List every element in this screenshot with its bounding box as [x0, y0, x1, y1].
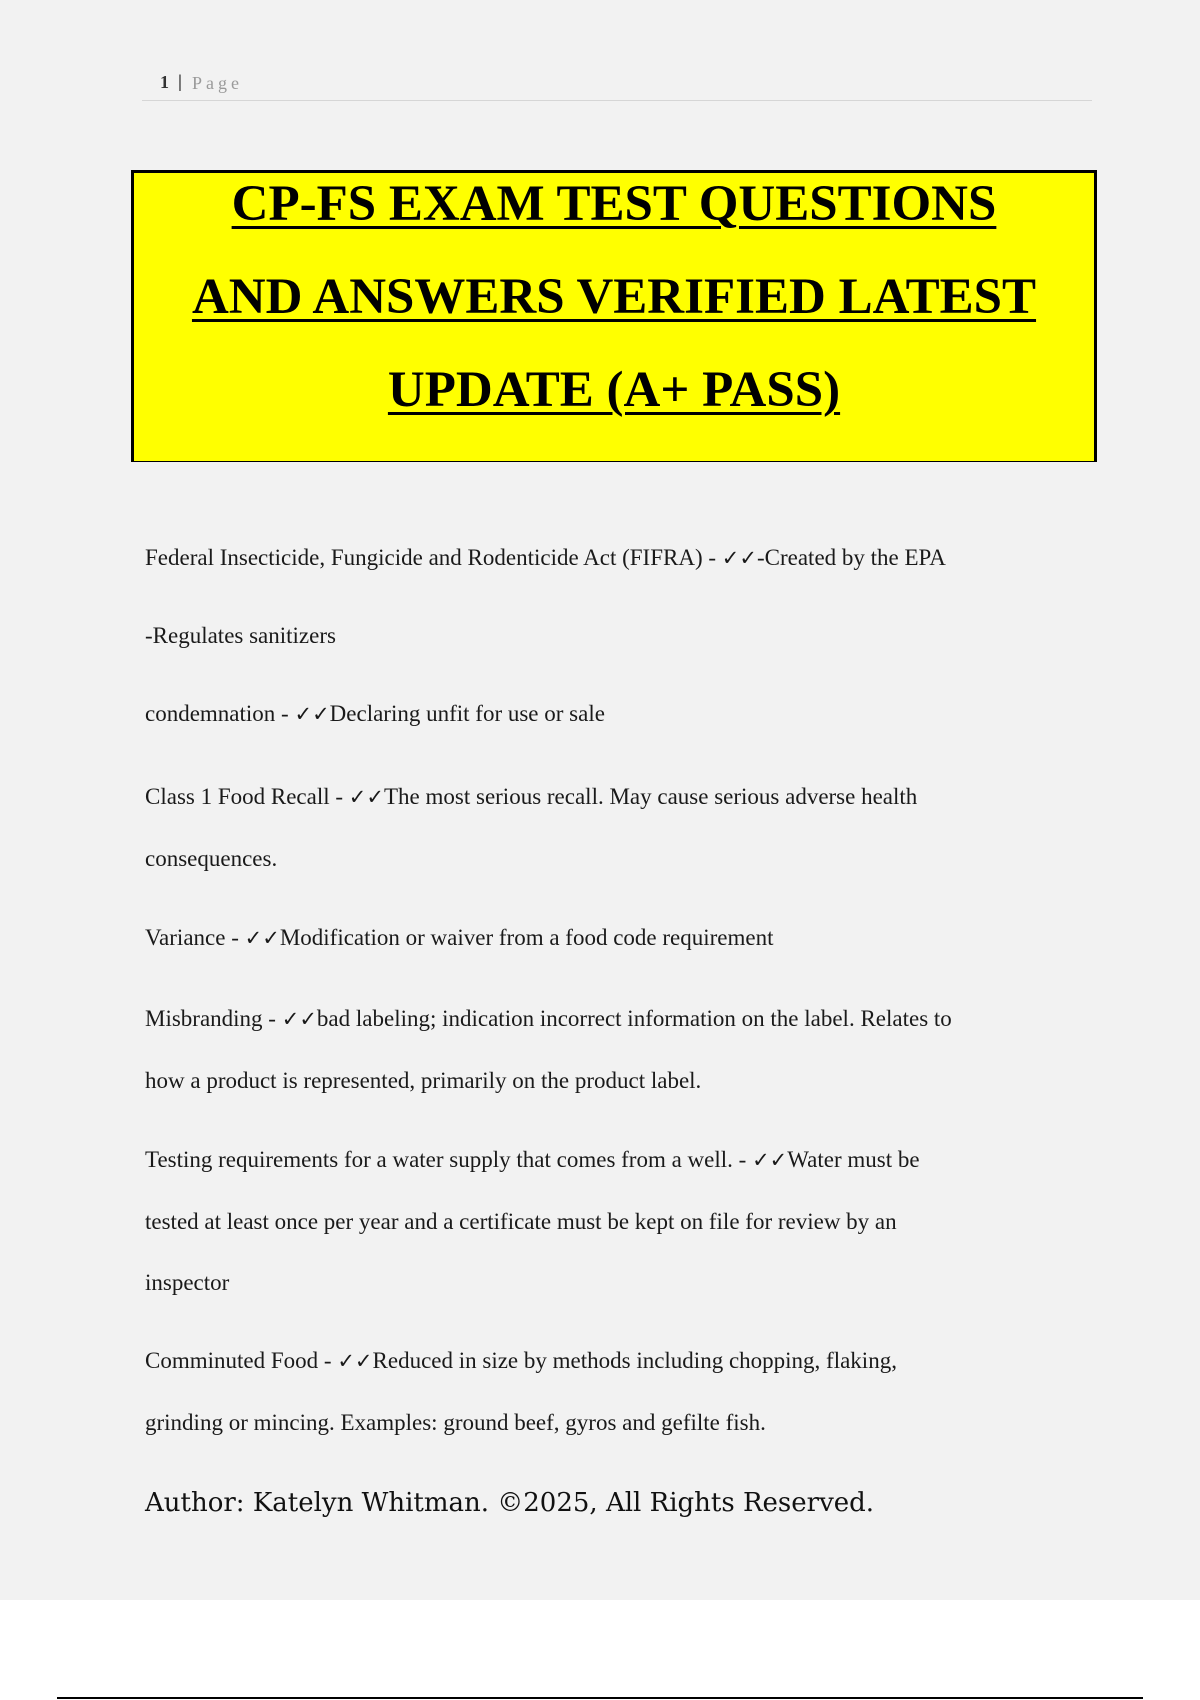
term-text: Federal Insecticide, Fungicide and Rodenticide Act (FIFRA) - [145, 545, 722, 570]
definition-text: bad labeling; indication incorrect information on the label. Relates to [316, 1006, 952, 1031]
definition-text: Modification or waiver from a food code requirement [279, 925, 774, 950]
definition-text: grinding or mincing. Examples: ground beef, gyros and gefilte fish. [145, 1410, 766, 1435]
title-box [131, 170, 1097, 462]
checkmark-icon: ✓✓ [721, 546, 757, 570]
definition-text: consequences. [145, 846, 278, 871]
definition-text: Declaring unfit for use or sale [329, 701, 605, 726]
entry-term-line [145, 545, 946, 571]
entry-term-line [145, 925, 774, 951]
term-text: Misbranding - [145, 1006, 282, 1031]
entry-term-line [145, 1147, 920, 1173]
entry-continuation-line [145, 1270, 229, 1296]
title-line-2: AND ANSWERS VERIFIED LATEST [191, 269, 1037, 325]
definition-text: inspector [145, 1270, 230, 1295]
page-separator: | [178, 71, 182, 91]
term-text: Testing requirements for a water supply that comes from a well. - [145, 1147, 753, 1172]
entry-continuation-line [145, 1410, 766, 1436]
entry-continuation-line [145, 623, 336, 649]
title-line-3: UPDATE (A+ PASS) [387, 362, 841, 418]
definition-text: -Regulates sanitizers [145, 623, 336, 648]
definition-text: The most serious recall. May cause serious adverse health [384, 784, 918, 809]
entry-term-line [145, 1348, 897, 1374]
entry-term-line [145, 1006, 952, 1032]
definition-text: Reduced in size by methods including chopping, flaking, [372, 1348, 897, 1373]
definition-text: -Created by the EPA [756, 545, 946, 570]
entry-term-line [145, 784, 917, 810]
entry-continuation-line [145, 1209, 897, 1235]
entry-term-line [145, 701, 605, 727]
definition-text: tested at least once per year and a certificate must be kept on file for review by an [145, 1209, 897, 1234]
term-text: Variance - [145, 925, 245, 950]
title-line-1: CP-FS EXAM TEST QUESTIONS [231, 176, 997, 232]
author-footer: Author: Katelyn Whitman. ©2025, All Rights Reserved. [145, 1488, 875, 1518]
entry-continuation-line [145, 1068, 701, 1094]
definition-text: how a product is represented, primarily on the product label. [145, 1068, 702, 1093]
term-text: Class 1 Food Recall - [145, 784, 349, 809]
page-label: Page [192, 73, 243, 93]
entry-continuation-line [145, 846, 277, 872]
checkmark-icon: ✓✓ [244, 926, 280, 950]
page-header [142, 66, 1092, 101]
term-text: condemnation - [145, 701, 295, 726]
checkmark-icon: ✓✓ [752, 1148, 788, 1172]
checkmark-icon: ✓✓ [348, 785, 384, 809]
checkmark-icon: ✓✓ [281, 1007, 317, 1031]
bottom-divider [57, 1697, 1143, 1699]
definition-text: Water must be [787, 1147, 920, 1172]
page-number: 1 [160, 72, 169, 92]
checkmark-icon: ✓✓ [337, 1349, 373, 1373]
checkmark-icon: ✓✓ [294, 702, 330, 726]
term-text: Comminuted Food - [145, 1348, 338, 1373]
